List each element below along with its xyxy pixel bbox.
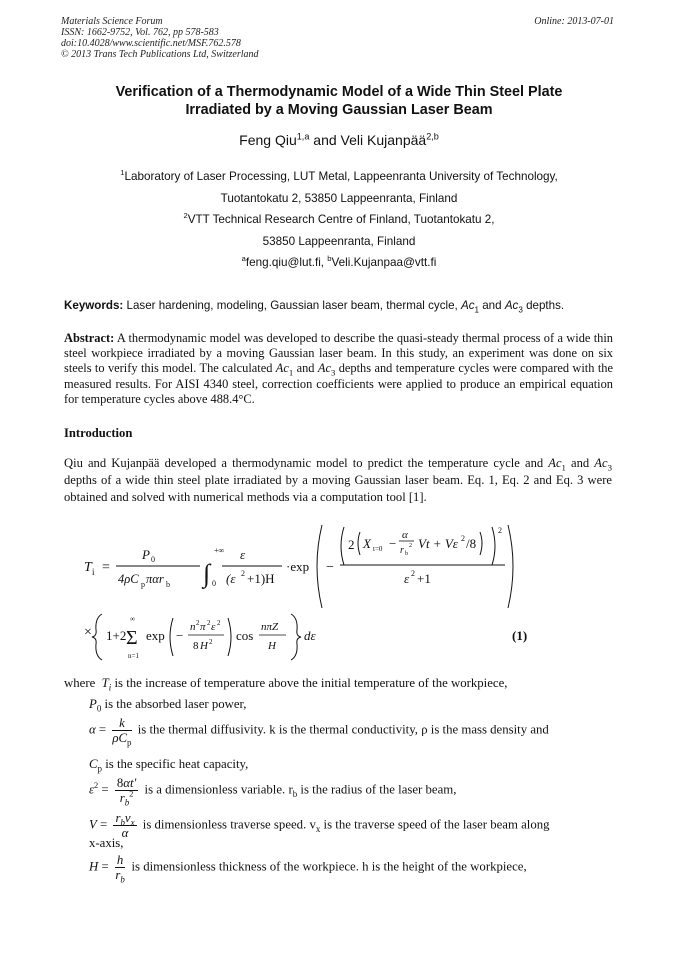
svg-text:ε: ε bbox=[211, 621, 216, 633]
where-line-eps: $\varepsilon^2$ = $\frac{8\alpha t'}{r_b^2}$ is a dimensionless variable. $r_b$ is the radius of the laser beam, bbox=[89, 776, 457, 808]
svg-text:n: n bbox=[190, 621, 196, 633]
svg-text:i: i bbox=[92, 567, 95, 577]
intro-ac1: Ac bbox=[548, 456, 562, 470]
author-2: Veli Kujanpää bbox=[340, 132, 427, 148]
where-line-p0: $P_0$ is the absorbed laser power, bbox=[89, 697, 247, 714]
keywords-ac3: Ac bbox=[504, 299, 519, 312]
where-word: where bbox=[64, 676, 96, 690]
svg-text:1+2: 1+2 bbox=[106, 628, 127, 643]
svg-text:ε: ε bbox=[240, 547, 246, 562]
svg-text:∫: ∫ bbox=[203, 559, 211, 588]
author-1-sup: 1,a bbox=[296, 131, 310, 142]
svg-text:4ρC: 4ρC bbox=[118, 572, 139, 586]
abstract bbox=[64, 331, 613, 407]
svg-text:π: π bbox=[200, 621, 206, 633]
intro-and: and bbox=[565, 456, 595, 470]
affiliation-1-text: Laboratory of Laser Processing, LUT Metal, Lappeenranta University of Technology, bbox=[124, 170, 558, 183]
abstract-part-2: depths and temperature cycles were compared with the measured results. For AISI 4340 steel, correction coefficients were applied to produce an empirical equation for temperature cycles above 488.4°C. bbox=[64, 361, 613, 406]
svg-text:παr: παr bbox=[146, 572, 164, 586]
author-2-sup: 2,b bbox=[426, 131, 439, 142]
svg-text:2: 2 bbox=[461, 534, 465, 543]
abstract-part-1: A thermodynamic model was developed to describe the quasi-steady thermal process of a wide thin steel workpiece irradiated by a moving Gaussian laser beam. In this study, an experiment was done on six steels to verify this model. The calculated bbox=[64, 331, 613, 376]
svg-text:p: p bbox=[141, 580, 145, 589]
authors bbox=[40, 132, 638, 148]
svg-text:+1)H: +1)H bbox=[247, 571, 275, 586]
svg-text:b: b bbox=[166, 580, 170, 589]
svg-text:2: 2 bbox=[411, 569, 415, 578]
v-fraction: $r_bv_x$ α bbox=[115, 811, 135, 840]
svg-text:=: = bbox=[102, 560, 110, 575]
online-date: Online: 2013-07-01 bbox=[534, 16, 614, 27]
author-1: Feng Qiu bbox=[239, 132, 297, 148]
svg-text:−: − bbox=[389, 536, 397, 551]
where-line-x-axis: x-axis, bbox=[89, 836, 124, 850]
svg-text:0: 0 bbox=[212, 579, 216, 588]
abstract-label: Abstract: bbox=[64, 331, 115, 345]
keywords-tail: depths. bbox=[522, 299, 565, 312]
keywords-sub1: 1 bbox=[474, 305, 480, 315]
where-ti-desc: is the increase of temperature above the initial temperature of the workpiece, bbox=[111, 676, 508, 690]
emails bbox=[40, 256, 638, 270]
svg-text:2: 2 bbox=[348, 537, 355, 552]
affiliation-2-text: VTT Technical Research Centre of Finland, Tuotantokatu 2, bbox=[187, 213, 495, 226]
journal-name: Materials Science Forum bbox=[61, 16, 163, 27]
svg-text:2: 2 bbox=[217, 619, 221, 627]
abstract-sub1: 1 bbox=[288, 367, 294, 378]
keywords-text: Laser hardening, modeling, Gaussian laser beam, thermal cycle, bbox=[123, 299, 461, 312]
where-line-h: H = $\frac{h}{r_b}$ is dimensionless thickness of the workpiece. h is the height of the workpiece, bbox=[89, 853, 527, 885]
svg-text:t=0: t=0 bbox=[373, 545, 383, 553]
svg-text:nπZ: nπZ bbox=[261, 621, 279, 633]
svg-text:2: 2 bbox=[209, 638, 213, 646]
alpha-fraction: k $\rho C_p$ bbox=[112, 716, 132, 748]
where-line-cp: $C_p$ is the specific heat capacity, bbox=[89, 757, 249, 774]
where-h-desc: is dimensionless thickness of the workpiece. h is the height of the workpiece, bbox=[128, 859, 527, 874]
svg-text:Σ: Σ bbox=[126, 627, 138, 649]
abstract-sub3: 3 bbox=[330, 367, 336, 378]
svg-text:/8: /8 bbox=[466, 536, 477, 551]
where-eps-desc2: is the radius of the laser beam, bbox=[297, 782, 457, 797]
where-cp-desc: is the specific heat capacity, bbox=[102, 757, 249, 771]
affiliation-1-line-2: Tuotantokatu 2, 53850 Lappeenranta, Finland bbox=[220, 192, 458, 205]
title-line-1: Verification of a Thermodynamic Model of a Wide Thin Steel Plate bbox=[115, 84, 563, 100]
paper-title bbox=[40, 83, 638, 119]
abstract-ac1: Ac bbox=[275, 361, 289, 376]
affiliation-2-line-1 bbox=[40, 213, 638, 227]
introduction-paragraph bbox=[64, 455, 612, 507]
intro-part-1: Qiu and Kujanpää developed a thermodynamic model to predict the temperature cycle and bbox=[64, 456, 549, 470]
author-conj: and bbox=[309, 132, 341, 148]
svg-text:n=1: n=1 bbox=[128, 652, 139, 660]
copyright: © 2013 Trans Tech Publications Ltd, Switzerland bbox=[61, 49, 259, 60]
email-b-sup: b bbox=[327, 254, 332, 264]
email-b: Veli.Kujanpaa@vtt.fi bbox=[331, 256, 437, 269]
affiliation-1-sup: 1 bbox=[120, 168, 125, 178]
where-line-ti: where $T_i$ is the increase of temperature above the initial temperature of the workpiece, bbox=[64, 676, 508, 693]
h-fraction: $\frac{h}{r_b}$ bbox=[115, 853, 125, 885]
svg-text:T: T bbox=[84, 560, 92, 575]
where-line-alpha: α = k $\rho C_p$ is the thermal diffusivity. k is the thermal conductivity, ρ is the mass density and bbox=[89, 716, 549, 748]
svg-text:2: 2 bbox=[196, 619, 200, 627]
affiliation-2-sup: 2 bbox=[183, 211, 188, 221]
issn: ISSN: 1662-9752, Vol. 762, pp 578-583 bbox=[61, 27, 219, 38]
svg-text:+1: +1 bbox=[417, 571, 431, 586]
svg-text:∞: ∞ bbox=[130, 615, 135, 623]
keywords bbox=[64, 299, 624, 315]
where-v-desc2: is the traverse speed of the laser beam along bbox=[320, 817, 550, 832]
svg-text:2: 2 bbox=[241, 569, 245, 578]
journal-header bbox=[61, 16, 259, 60]
svg-text:0: 0 bbox=[151, 555, 155, 564]
intro-sub1: 1 bbox=[561, 462, 566, 473]
intro-ac3: Ac bbox=[594, 456, 608, 470]
eps-fraction: $\frac{8\alpha t'}{r_b^2}$ bbox=[116, 776, 137, 808]
svg-text:2: 2 bbox=[498, 526, 502, 535]
svg-text:r: r bbox=[400, 545, 404, 556]
svg-text:α: α bbox=[402, 529, 408, 541]
svg-text:2: 2 bbox=[409, 543, 412, 549]
svg-text:P: P bbox=[142, 547, 150, 562]
svg-text:·exp: ·exp bbox=[286, 559, 310, 574]
equation-number: (1) bbox=[512, 628, 528, 643]
abstract-ac3: Ac bbox=[317, 361, 331, 376]
svg-text:dε: dε bbox=[304, 628, 316, 643]
keywords-label: Keywords: bbox=[64, 299, 124, 312]
keywords-and: and bbox=[479, 299, 505, 312]
svg-text:2: 2 bbox=[207, 619, 211, 627]
intro-part-2: depths of a wide thin steel plate irradiated by a moving Gaussian laser beam. Eq. 1, Eq. 2 and Eq. 3 were obtained and solved with numerical methods via a computation tool [1]. bbox=[64, 473, 612, 505]
where-line-v: V = $r_bv_x$ α is dimensionless traverse speed. $v_x$ is the traverse speed of the laser beam along bbox=[89, 811, 550, 840]
abstract-and: and bbox=[293, 361, 318, 376]
svg-text:cos: cos bbox=[236, 628, 254, 643]
affiliation-1-line-1 bbox=[40, 170, 638, 184]
svg-text:8: 8 bbox=[193, 640, 199, 652]
keywords-ac1: Ac bbox=[460, 299, 475, 312]
svg-text:+∞: +∞ bbox=[214, 546, 225, 555]
svg-text:ε: ε bbox=[404, 571, 410, 586]
svg-text:X: X bbox=[363, 536, 371, 551]
svg-text:b: b bbox=[405, 551, 408, 557]
svg-text:Vt + Vε: Vt + Vε bbox=[418, 536, 458, 551]
svg-text:(ε: (ε bbox=[226, 571, 236, 586]
where-eps-desc: is a dimensionless variable. r bbox=[141, 782, 293, 797]
section-heading-introduction: Introduction bbox=[64, 426, 133, 440]
svg-text:−: − bbox=[326, 560, 334, 575]
where-alpha-desc: is the thermal diffusivity. k is the thermal conductivity, ρ is the mass density and bbox=[134, 722, 549, 737]
svg-text:−: − bbox=[176, 628, 184, 643]
email-a-sup: a bbox=[241, 254, 246, 264]
doi: doi:10.4028/www.scientific.net/MSF.762.578 bbox=[61, 38, 241, 49]
svg-text:exp: exp bbox=[146, 628, 165, 643]
svg-text:H: H bbox=[200, 640, 208, 652]
email-a: feng.qiu@lut.fi, bbox=[245, 256, 328, 269]
keywords-sub3: 3 bbox=[518, 305, 523, 315]
where-p0-desc: is the absorbed laser power, bbox=[101, 697, 247, 711]
affiliation-2-line-2: 53850 Lappeenranta, Finland bbox=[262, 235, 416, 248]
where-v-desc: is dimensionless traverse speed. v bbox=[139, 817, 316, 832]
svg-text:×: × bbox=[84, 625, 92, 640]
intro-sub3: 3 bbox=[607, 462, 612, 473]
title-line-2: Irradiated by a Moving Gaussian Laser Beam bbox=[185, 102, 493, 118]
svg-text:H: H bbox=[268, 640, 276, 652]
